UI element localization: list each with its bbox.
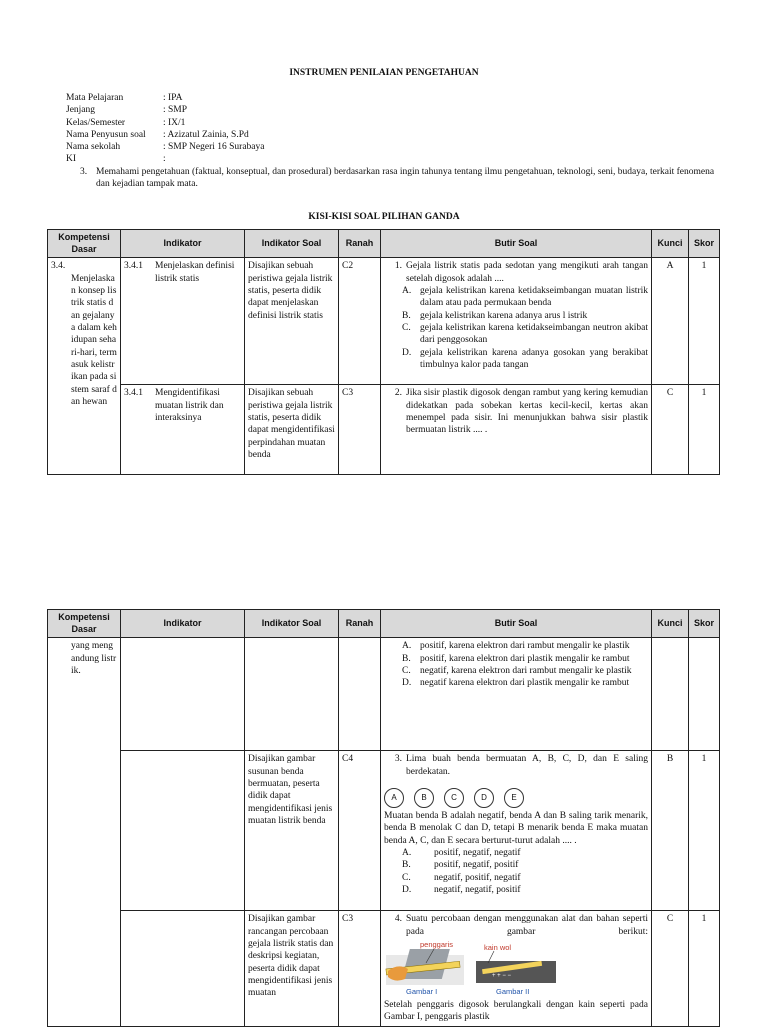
answer-option — [384, 653, 648, 665]
kunci-cell-4: C — [652, 911, 689, 1026]
header-skor: Skor — [689, 610, 720, 638]
option-text: negatif, negatif, positif — [434, 885, 521, 896]
ranah-cell-4: C3 — [339, 911, 381, 1026]
header-kd: Kompetensi Dasar — [48, 610, 121, 638]
question-number: 3. — [394, 754, 402, 765]
meta-row — [66, 104, 716, 116]
indikator-cell-3 — [121, 751, 245, 911]
header-butir-soal: Butir Soal — [381, 230, 652, 258]
meta-row — [66, 117, 716, 129]
charged-object-circle: D — [474, 788, 494, 808]
indikator-soal-cell-empty — [245, 638, 339, 751]
option-letter: C. — [402, 323, 411, 334]
charged-object-circle: C — [444, 788, 464, 808]
option-text: gejala kelistrikan karena ketidakseimbangan neutron akibat dari penggosokan — [420, 323, 648, 346]
question-text: Gejala listrik statis pada sedotan yang mengikuti arah tangan setelah digosok adalah .... — [406, 261, 648, 284]
charged-object-circle: E — [504, 788, 524, 808]
question-text-continued: Muatan benda B adalah negatif, benda A dan B saling tarik menarik, benda B menolak C dan D, tetapi B menarik benda E maka muatan benda A, C, dan E secara berturut-turut adalah .... . — [384, 811, 648, 846]
kd-cell — [48, 258, 121, 475]
charged-object-circle: A — [384, 788, 404, 808]
meta-value: : — [163, 154, 166, 165]
kunci-cell-empty — [652, 638, 689, 751]
header-indikator: Indikator — [121, 230, 245, 258]
meta-label: Mata Pelajaran — [66, 93, 124, 103]
option-text: positif, negatif, negatif — [434, 848, 521, 859]
option-text: gejala kelistrikan karena adanya arus l istrik — [420, 310, 588, 321]
skor-cell-empty — [689, 638, 720, 751]
answer-option — [384, 310, 648, 322]
question-text: Suatu percobaan dengan menggunakan alat dan bahan seperti pada gambar berikut: — [406, 914, 648, 937]
label-gambar-2: Gambar II — [496, 987, 530, 997]
indikator-number: 3.4.1 — [124, 261, 143, 272]
ranah-cell-2: C3 — [339, 385, 381, 475]
butir-soal-cell-1 — [381, 258, 652, 385]
header-kunci: Kunci — [652, 230, 689, 258]
charge-symbols: + + − − — [492, 973, 512, 980]
skor-cell-3: 1 — [689, 751, 720, 911]
option-text: positif, negatif, positif — [434, 860, 519, 871]
meta-value: : SMP Negeri 16 Surabaya — [163, 142, 265, 153]
answer-option — [384, 884, 648, 896]
indikator-text: Mengidentifikasi muatan listrik dan interaksinya — [155, 388, 224, 424]
meta-value: : IX/1 — [163, 117, 186, 128]
option-letter: D. — [402, 885, 412, 896]
option-letter: D. — [402, 347, 412, 358]
meta-value: : Azizatul Zainia, S.Pd — [163, 129, 249, 140]
answer-option — [384, 285, 648, 310]
indikator-cell-4 — [121, 911, 245, 1026]
question-options — [384, 285, 648, 371]
option-letter: C. — [402, 666, 411, 677]
option-letter: A. — [402, 286, 412, 297]
kd-number: 3.4. — [51, 261, 66, 272]
indikator-cell-empty — [121, 638, 245, 751]
charged-object-circle: B — [414, 788, 434, 808]
ranah-cell-empty — [339, 638, 381, 751]
header-indikator: Indikator — [121, 610, 245, 638]
header-indikator-soal: Indikator Soal — [245, 610, 339, 638]
meta-label: KI — [66, 154, 77, 165]
option-text: gejala kelistrikan karena adanya gosokan yang berakibat timbulnya kalor pada tangan — [420, 347, 648, 371]
question-number: 1. — [394, 261, 402, 272]
header-ranah: Ranah — [339, 610, 381, 638]
ranah-cell-1: C2 — [339, 258, 381, 385]
header-skor: Skor — [689, 230, 720, 258]
indikator-number: 3.4.1 — [124, 388, 143, 399]
indikator-soal-cell-4: Disajikan gambar rancangan percobaan gejala listrik statis dan deskripsi kegiatan, peserta didik dapat mengidentifikasi jenis muatan — [245, 911, 339, 1026]
answer-option — [384, 640, 648, 652]
question-options — [384, 640, 648, 689]
answer-option — [384, 847, 648, 859]
kisi-kisi-table-2 — [47, 609, 720, 1027]
ranah-cell-3: C4 — [339, 751, 381, 911]
answer-option — [384, 677, 648, 689]
meta-row — [66, 92, 716, 104]
option-letter: A. — [402, 848, 412, 859]
indikator-cell-1 — [121, 258, 245, 385]
meta-value: : SMP — [163, 105, 188, 116]
question-text-continued: Setelah penggaris digosok berulangkali dengan kain seperti pada Gambar I, penggaris plastik — [384, 1000, 648, 1023]
answer-option — [384, 322, 648, 347]
skor-cell-4: 1 — [689, 911, 720, 1026]
meta-label: Jenjang — [66, 105, 96, 116]
header-kunci: Kunci — [652, 610, 689, 638]
kd-text-continued: yang mengandung listrik. — [71, 641, 117, 677]
option-text: negatif, karena elektron dari rambut mengalir ke plastik — [420, 666, 632, 677]
option-letter: D. — [402, 678, 412, 689]
answer-option — [384, 859, 648, 871]
question-text: Jika sisir plastik digosok dengan rambut yang kering kemudian didekatkan pada sobekan kertas kecil-kecil, kertas akan menempel pada sisir. Ini menunjukkan bahwa sisir plastik bermuatan listrik .... . — [406, 388, 648, 436]
label-kain-wol: kain wol — [484, 943, 512, 953]
ki-point — [80, 166, 720, 191]
kunci-cell-1: A — [652, 258, 689, 385]
answer-option — [384, 347, 648, 372]
meta-label: Kelas/Semester — [66, 117, 126, 128]
header-ranah: Ranah — [339, 230, 381, 258]
meta-row — [66, 153, 716, 165]
ki-text: Memahami pengetahuan (faktual, konseptual, dan prosedural) berdasarkan rasa ingin tahunya tentang ilmu pengetahuan, teknologi, seni, budaya, terkait fenomena dan kejadian tampak mata. — [96, 167, 715, 190]
option-text: negatif karena elektron dari plastik mengalir ke rambut — [420, 678, 630, 689]
skor-cell-1: 1 — [689, 258, 720, 385]
label-penggaris: penggaris — [420, 940, 453, 950]
ki-number: 3. — [80, 167, 88, 177]
indikator-text: Menjelaskan definisi listrik statis — [155, 261, 235, 284]
meta-block — [66, 92, 716, 166]
kd-text: Menjelaskan konsep listrik statis dan gejalanya dalam kehidupan sehari-hari, termasuk kelistrikan pada sistem saraf dan hewan — [71, 273, 117, 408]
option-letter: B. — [402, 310, 411, 321]
question-number: 2. — [394, 388, 402, 399]
section-title: KISI-KISI SOAL PILIHAN GANDA — [308, 212, 460, 222]
document-title: INSTRUMEN PENILAIAN PENGETAHUAN — [289, 68, 479, 78]
answer-option — [384, 872, 648, 884]
option-letter: A. — [402, 641, 412, 652]
option-letter: C. — [402, 872, 411, 883]
header-butir-soal: Butir Soal — [381, 610, 652, 638]
question-text: Lima buah benda bermuatan A, B, C, D, dan E saling berdekatan. — [406, 754, 648, 777]
header-indikator-soal: Indikator Soal — [245, 230, 339, 258]
option-text: gejala kelistrikan karena ketidakseimbangan muatan listrik dalam atau pada permukaan benda — [420, 286, 648, 309]
meta-row — [66, 141, 716, 153]
option-letter: B. — [402, 860, 411, 871]
meta-value: : IPA — [163, 93, 183, 103]
meta-label: Nama sekolah — [66, 142, 121, 153]
skor-cell-2: 1 — [689, 385, 720, 475]
kunci-cell-2: C — [652, 385, 689, 475]
indikator-cell-2 — [121, 385, 245, 475]
indikator-soal-cell-1: Disajikan sebuah peristiwa gejala listrik statis, peserta didik dapat menjelaskan definisi listrik statis — [245, 258, 339, 385]
header-kd: Kompetensi Dasar — [48, 230, 121, 258]
question-number: 4. — [394, 914, 402, 925]
question-options — [384, 847, 648, 896]
kd-cell-continued — [48, 638, 121, 1026]
butir-soal-cell-4 — [381, 911, 652, 1026]
meta-label: Nama Penyusun soal — [66, 129, 146, 140]
label-gambar-1: Gambar I — [406, 987, 438, 997]
meta-row — [66, 129, 716, 141]
butir-soal-cell-3 — [381, 751, 652, 911]
kunci-cell-3: B — [652, 751, 689, 911]
option-text: negatif, positif, negatif — [434, 872, 521, 883]
option-letter: B. — [402, 653, 411, 664]
indikator-soal-cell-3: Disajikan gambar susunan benda bermuatan, peserta didik dapat mengidentifikasi jenis muatan listrik benda — [245, 751, 339, 911]
experiment-illustration — [384, 941, 648, 997]
charged-objects-figure — [384, 788, 648, 808]
butir-soal-cell-continued — [381, 638, 652, 751]
kisi-kisi-table-1 — [47, 229, 720, 475]
butir-soal-cell-2 — [381, 385, 652, 475]
indikator-soal-cell-2: Disajikan sebuah peristiwa gejala listrik statis, peserta didik dapat mengidentifikasi perpindahan muatan benda — [245, 385, 339, 475]
answer-option — [384, 665, 648, 677]
option-text: positif, karena elektron dari plastik mengalir ke rambut — [420, 653, 630, 664]
option-text: positif, karena elektron dari rambut mengalir ke plastik — [420, 641, 630, 652]
